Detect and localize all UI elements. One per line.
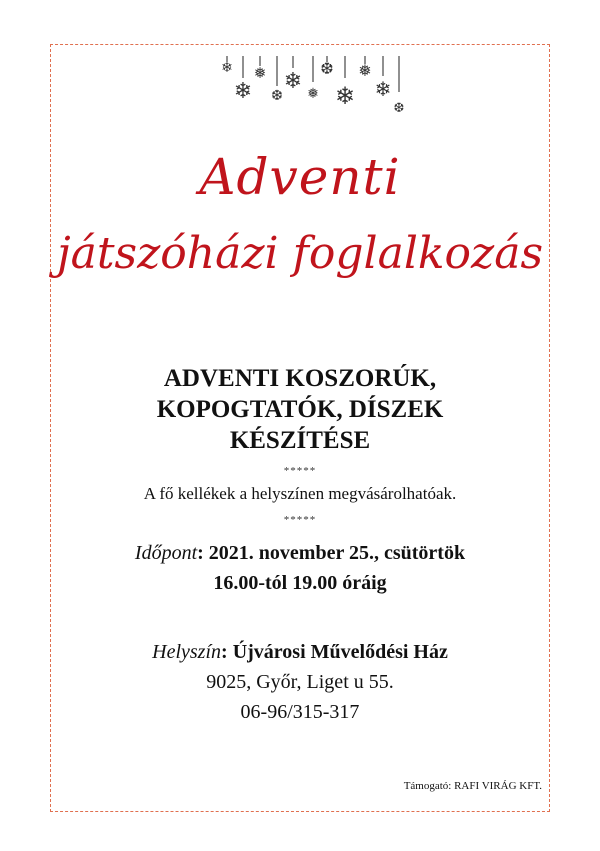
sponsor-text: Támogató: RAFI VIRÁG KFT. xyxy=(403,780,542,792)
svg-text:❄: ❄ xyxy=(233,78,253,103)
heading-line-3: KÉSZÍTÉSE xyxy=(229,427,371,454)
svg-text:❅: ❅ xyxy=(307,87,319,102)
place-address: 9025, Győr, Liget u 55. xyxy=(206,671,394,693)
svg-text:❄: ❄ xyxy=(374,79,392,101)
time-date: 2021. november 25., csütörtök xyxy=(203,542,466,564)
time-label: Időpont xyxy=(134,542,198,564)
title-line-2: játszóházi foglalkozás xyxy=(56,228,544,279)
place-label: Helyszín xyxy=(152,641,222,663)
svg-text:❆: ❆ xyxy=(271,89,283,104)
svg-text:❅: ❅ xyxy=(358,63,372,80)
time-line xyxy=(0,542,600,565)
title-line-1: Adventi xyxy=(199,148,401,206)
place-line xyxy=(0,641,600,664)
svg-text:❄: ❄ xyxy=(221,61,233,76)
svg-text:❆: ❆ xyxy=(393,100,405,115)
time-hours: 16.00-tól 19.00 óráig xyxy=(213,572,387,594)
heading-line-2: KOPOGTATÓK, DÍSZEK xyxy=(156,396,444,423)
svg-text:❄: ❄ xyxy=(283,68,303,93)
separator-bottom: ***** xyxy=(283,514,317,526)
separator-top: ***** xyxy=(283,465,317,477)
svg-text:❆: ❆ xyxy=(320,61,334,78)
snowflake-ornaments-icon xyxy=(215,56,410,118)
place-venue: Újvárosi Művelődési Ház xyxy=(227,641,448,663)
svg-text:❄: ❄ xyxy=(334,84,356,110)
time-colon: : xyxy=(197,542,204,564)
place-phone: 06-96/315-317 xyxy=(240,701,360,723)
svg-text:❅: ❅ xyxy=(253,66,267,82)
heading-line-1: ADVENTI KOSZORÚK, xyxy=(163,365,437,392)
place-colon: : xyxy=(221,641,228,663)
note-text: A fő kellékek a helyszínen megvásárolhatóak. xyxy=(143,484,457,503)
